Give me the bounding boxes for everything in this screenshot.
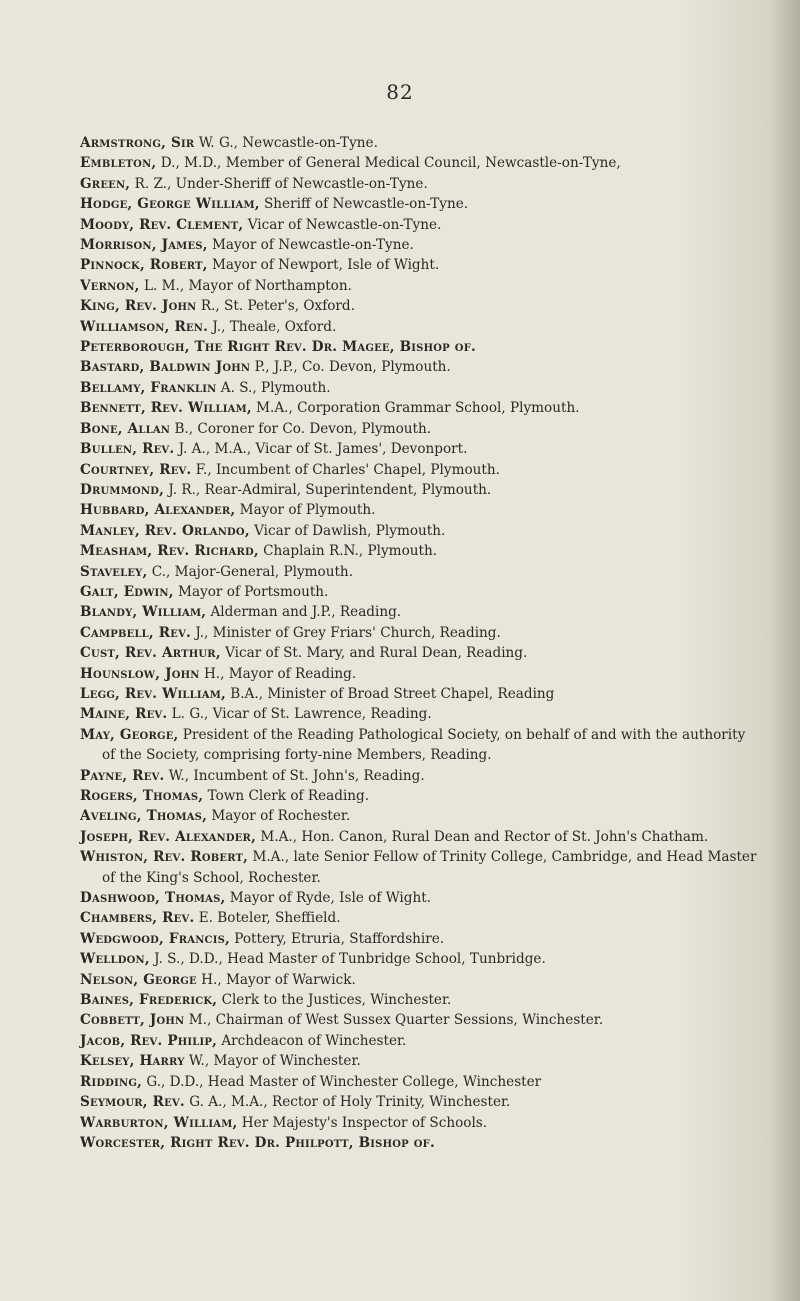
entry-detail: J. S., D.D., Head Master of Tunbridge School, Tunbridge. xyxy=(154,951,546,968)
entry-name: Ridding, xyxy=(80,1073,143,1090)
entry-detail: Alderman and J.P., Reading. xyxy=(210,604,402,621)
entry-detail: D., M.D., Member of General Medical Council, Newcastle-on-Tyne, xyxy=(160,155,621,172)
list-item xyxy=(80,929,760,949)
entry-name: Kelsey, Harry xyxy=(80,1053,185,1070)
list-item xyxy=(80,255,760,275)
entry-name: Legg, Rev. William, xyxy=(80,685,226,702)
entry-name: Armstrong, Sir xyxy=(80,135,195,151)
list-item xyxy=(80,684,760,704)
list-item xyxy=(80,398,760,418)
entry-detail: Mayor of Newcastle-on-Tyne. xyxy=(211,237,414,254)
list-item xyxy=(80,704,760,724)
list-item xyxy=(80,806,760,826)
entry-detail: Vicar of Dawlish, Plymouth. xyxy=(254,522,446,539)
entry-detail: M., Chairman of West Sussex Quarter Sessions, Winchester. xyxy=(188,1012,604,1029)
entry-detail: W., Mayor of Winchester. xyxy=(188,1053,361,1070)
entry-name: King, Rev. John xyxy=(80,298,197,315)
list-item xyxy=(80,1010,760,1030)
entry-name: Vernon, xyxy=(80,277,140,294)
entry-name: Hounslow, John xyxy=(80,665,200,682)
entry-name: Nelson, George xyxy=(80,971,197,988)
entry-detail: H., Mayor of Reading. xyxy=(203,665,357,682)
entry-detail: Clerk to the Justices, Winchester. xyxy=(221,992,452,1009)
entry-name: Bone, Allan xyxy=(80,420,171,437)
entry-detail: P., J.P., Co. Devon, Plymouth. xyxy=(254,359,451,376)
list-item xyxy=(80,235,760,255)
entry-name: Green, xyxy=(80,175,131,192)
list-item xyxy=(80,1113,760,1133)
entry-name: Dashwood, Thomas, xyxy=(80,890,226,907)
list-item xyxy=(80,317,760,337)
entry-name: Bennett, Rev. William, xyxy=(80,400,252,417)
entry-detail: Her Majesty's Inspector of Schools. xyxy=(241,1114,488,1131)
entry-name: Whiston, Rev. Robert, xyxy=(80,849,249,866)
list-item xyxy=(80,766,760,786)
entry-detail: Archdeacon of Winchester. xyxy=(221,1032,407,1049)
entry-detail: J. R., Rear-Admiral, Superintendent, Plymouth. xyxy=(168,481,492,498)
entry-detail: R., St. Peter's, Oxford. xyxy=(200,298,355,315)
entry-name: Worcester, Right Rev. Dr. Philpott, Bishop of. xyxy=(80,1134,435,1151)
entry-detail: Sheriff of Newcastle-on-Tyne. xyxy=(263,196,469,213)
entry-detail: Pottery, Etruria, Staffordshire. xyxy=(234,930,445,947)
entry-name: Manley, Rev. Orlando, xyxy=(80,522,250,539)
entry-detail: J., Minister of Grey Friars' Church, Reading. xyxy=(195,624,501,641)
list-item xyxy=(80,970,760,990)
list-item xyxy=(80,378,760,398)
list-item xyxy=(80,1092,760,1112)
list-item xyxy=(80,908,760,928)
list-item xyxy=(80,990,760,1010)
list-item xyxy=(80,847,760,888)
entry-detail: Mayor of Rochester. xyxy=(211,808,351,825)
entry-detail: C., Major-General, Plymouth. xyxy=(151,563,354,580)
entry-name: Measham, Rev. Richard, xyxy=(80,543,259,560)
list-item xyxy=(80,541,760,561)
list-item xyxy=(80,1031,760,1051)
entry-detail: L. G., Vicar of St. Lawrence, Reading. xyxy=(171,706,432,723)
entry-name: Peterborough, The Right Rev. Dr. Magee, Bishop of. xyxy=(80,339,476,356)
entry-detail: L. M., Mayor of Northampton. xyxy=(143,277,352,294)
entry-name: Chambers, Rev. xyxy=(80,910,195,927)
entry-detail: Vicar of St. Mary, and Rural Dean, Reading. xyxy=(225,645,528,662)
entry-name: Campbell, Rev. xyxy=(80,624,191,641)
entry-detail: Mayor of Plymouth. xyxy=(239,502,376,519)
list-item xyxy=(80,643,760,663)
entry-name: Hubbard, Alexander, xyxy=(80,502,236,519)
list-item xyxy=(80,1051,760,1071)
entry-name: Moody, Rev. Clement, xyxy=(80,216,244,233)
list-item xyxy=(80,153,760,173)
entry-name: Aveling, Thomas, xyxy=(80,808,208,825)
entry-detail: Chaplain R.N., Plymouth. xyxy=(263,543,438,560)
entry-name: Maine, Rev. xyxy=(80,706,168,723)
list-item xyxy=(80,194,760,214)
list-item xyxy=(80,664,760,684)
list-item xyxy=(80,174,760,194)
list-item xyxy=(80,337,760,357)
list-item xyxy=(80,215,760,235)
entry-detail: B., Coroner for Co. Devon, Plymouth. xyxy=(174,420,432,437)
entry-name: Williamson, Ren. xyxy=(80,318,209,335)
entry-name: Payne, Rev. xyxy=(80,767,165,784)
entry-name: Baines, Frederick, xyxy=(80,992,218,1009)
entry-name: Embleton, xyxy=(80,155,157,172)
list-item xyxy=(80,888,760,908)
entry-name: Courtney, Rev. xyxy=(80,461,192,478)
subscriber-list xyxy=(80,133,760,1153)
entry-name: Cust, Rev. Arthur, xyxy=(80,645,221,662)
entry-name: Morrison, James, xyxy=(80,237,208,254)
entry-detail: W., Incumbent of St. John's, Reading. xyxy=(168,767,425,784)
entry-name: Jacob, Rev. Philip, xyxy=(80,1032,218,1049)
entry-detail: Mayor of Portsmouth. xyxy=(178,583,329,600)
list-item xyxy=(80,276,760,296)
entry-detail: A. S., Plymouth. xyxy=(220,379,331,396)
entry-detail: Mayor of Ryde, Isle of Wight. xyxy=(229,890,432,907)
entry-name: Cobbett, John xyxy=(80,1012,185,1029)
entry-detail: E. Boteler, Sheffield. xyxy=(198,910,341,927)
list-item xyxy=(80,133,760,153)
entry-name: Blandy, William, xyxy=(80,604,207,621)
list-item xyxy=(80,582,760,602)
page-number: 82 xyxy=(386,80,414,104)
entry-name: Seymour, Rev. xyxy=(80,1094,185,1111)
entry-name: Wedgwood, Francis, xyxy=(80,930,230,947)
entry-name: Joseph, Rev. Alexander, xyxy=(80,828,257,845)
entry-name: May, George, xyxy=(80,726,179,743)
list-item xyxy=(80,725,760,766)
entry-detail: Mayor of Newport, Isle of Wight. xyxy=(211,257,440,274)
entry-detail: J., Theale, Oxford. xyxy=(212,318,337,335)
entry-detail: W. G., Newcastle-on-Tyne. xyxy=(198,135,378,151)
entry-name: Welldon, xyxy=(80,951,150,968)
entry-name: Staveley, xyxy=(80,563,148,580)
entry-name: Rogers, Thomas, xyxy=(80,788,204,804)
list-item xyxy=(80,786,760,806)
list-item xyxy=(80,521,760,541)
list-item xyxy=(80,460,760,480)
list-item xyxy=(80,439,760,459)
entry-name: Bellamy, Franklin xyxy=(80,379,217,396)
entry-detail: B.A., Minister of Broad Street Chapel, Reading xyxy=(230,685,555,702)
entry-detail: M.A., Corporation Grammar School, Plymouth. xyxy=(256,400,580,417)
list-item xyxy=(80,296,760,316)
list-item xyxy=(80,602,760,622)
entry-detail: Town Clerk of Reading. xyxy=(207,788,370,804)
entry-detail: G. A., M.A., Rector of Holy Trinity, Winchester. xyxy=(189,1094,511,1111)
entry-detail: J. A., M.A., Vicar of St. James', Devonport. xyxy=(178,441,468,458)
entry-detail: R. Z., Under-Sheriff of Newcastle-on-Tyne. xyxy=(134,175,428,192)
list-item xyxy=(80,480,760,500)
entry-detail: M.A., late Senior Fellow of Trinity College, Cambridge, and Head Master of the King's School, Rochester. xyxy=(102,849,757,886)
list-item xyxy=(80,562,760,582)
entry-name: Warburton, William, xyxy=(80,1114,238,1131)
entry-name: Pinnock, Robert, xyxy=(80,257,208,274)
entry-name: Drummond, xyxy=(80,481,165,498)
entry-detail: H., Mayor of Warwick. xyxy=(201,971,356,988)
list-item xyxy=(80,1133,760,1153)
page-edge-shadow xyxy=(770,0,800,1301)
entry-name: Bastard, Baldwin John xyxy=(80,359,251,376)
entry-name: Galt, Edwin, xyxy=(80,583,174,600)
list-item xyxy=(80,1072,760,1092)
entry-detail: Vicar of Newcastle-on-Tyne. xyxy=(247,216,442,233)
list-item xyxy=(80,500,760,520)
entry-name: Bullen, Rev. xyxy=(80,441,175,458)
entry-detail: M.A., Hon. Canon, Rural Dean and Rector of St. John's Chatham. xyxy=(260,828,709,845)
list-item xyxy=(80,949,760,969)
entry-detail: F., Incumbent of Charles' Chapel, Plymouth. xyxy=(195,461,500,478)
list-item xyxy=(80,623,760,643)
list-item xyxy=(80,827,760,847)
entry-detail: G., D.D., Head Master of Winchester College, Winchester xyxy=(146,1073,542,1090)
entry-detail: President of the Reading Pathological Society, on behalf of and with the authority of the Society, comprising forty-nine Members, Reading. xyxy=(102,726,746,764)
entry-name: Hodge, George William, xyxy=(80,196,260,213)
list-item xyxy=(80,357,760,377)
list-item xyxy=(80,419,760,439)
